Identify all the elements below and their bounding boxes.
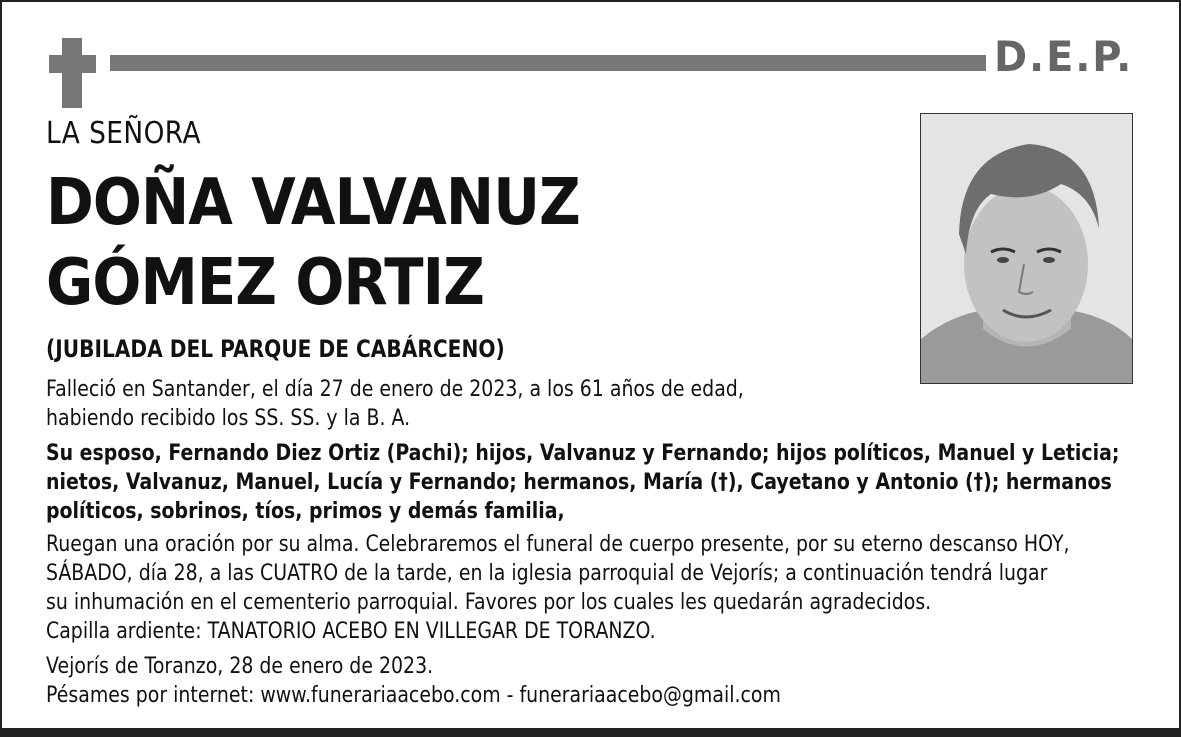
text-line: habiendo recibido los SS. SS. y la B. A. bbox=[46, 406, 411, 431]
header-rule bbox=[110, 55, 986, 71]
text-line: SÁBADO, día 28, a las CUATRO de la tarde, en la iglesia parroquial de Vejorís; a continuación tendrá lugar bbox=[46, 561, 1048, 586]
text-line: Ruegan una oración por su alma. Celebraremos el funeral de cuerpo presente, por su eterno descanso HOY, bbox=[46, 532, 1070, 557]
title-prefix: LA SEÑORA bbox=[46, 116, 202, 151]
dep-label: D.E.P. bbox=[994, 32, 1134, 81]
deceased-subtitle: (JUBILADA DEL PARQUE DE CABÁRCENO) bbox=[46, 335, 505, 363]
text-line: nietos, Valvanuz, Manuel, Lucía y Fernando; hermanos, María (†), Cayetano y Antonio (†); hermanos bbox=[46, 470, 1112, 495]
closing-details bbox=[46, 652, 781, 710]
family-list bbox=[46, 439, 1119, 526]
funeral-details bbox=[46, 530, 1070, 646]
deceased-name-line-1: DOÑA VALVANUZ bbox=[46, 166, 580, 240]
deceased-name-line-2: GÓMEZ ORTIZ bbox=[46, 246, 485, 320]
portrait-photo bbox=[920, 113, 1133, 384]
text-line: políticos, sobrinos, tíos, primos y demás familia, bbox=[46, 499, 565, 524]
text-line: Vejorís de Toranzo, 28 de enero de 2023. bbox=[46, 654, 434, 679]
text-line: Capilla ardiente: TANATORIO ACEBO EN VILLEGAR DE TORANZO. bbox=[46, 619, 656, 644]
text-line: Pésames por internet: www.funerariaacebo.com - funerariaacebo@gmail.com bbox=[46, 683, 781, 708]
death-details bbox=[46, 375, 744, 433]
text-line: Falleció en Santander, el día 27 de enero de 2023, a los 61 años de edad, bbox=[46, 377, 744, 402]
text-line: su inhumación en el cementerio parroquial. Favores por los cuales les quedarán agradecidos. bbox=[46, 590, 932, 615]
portrait-illustration bbox=[921, 114, 1132, 383]
text-line: Su esposo, Fernando Diez Ortiz (Pachi); hijos, Valvanuz y Fernando; hijos políticos, Manuel y Leticia; bbox=[46, 441, 1120, 466]
